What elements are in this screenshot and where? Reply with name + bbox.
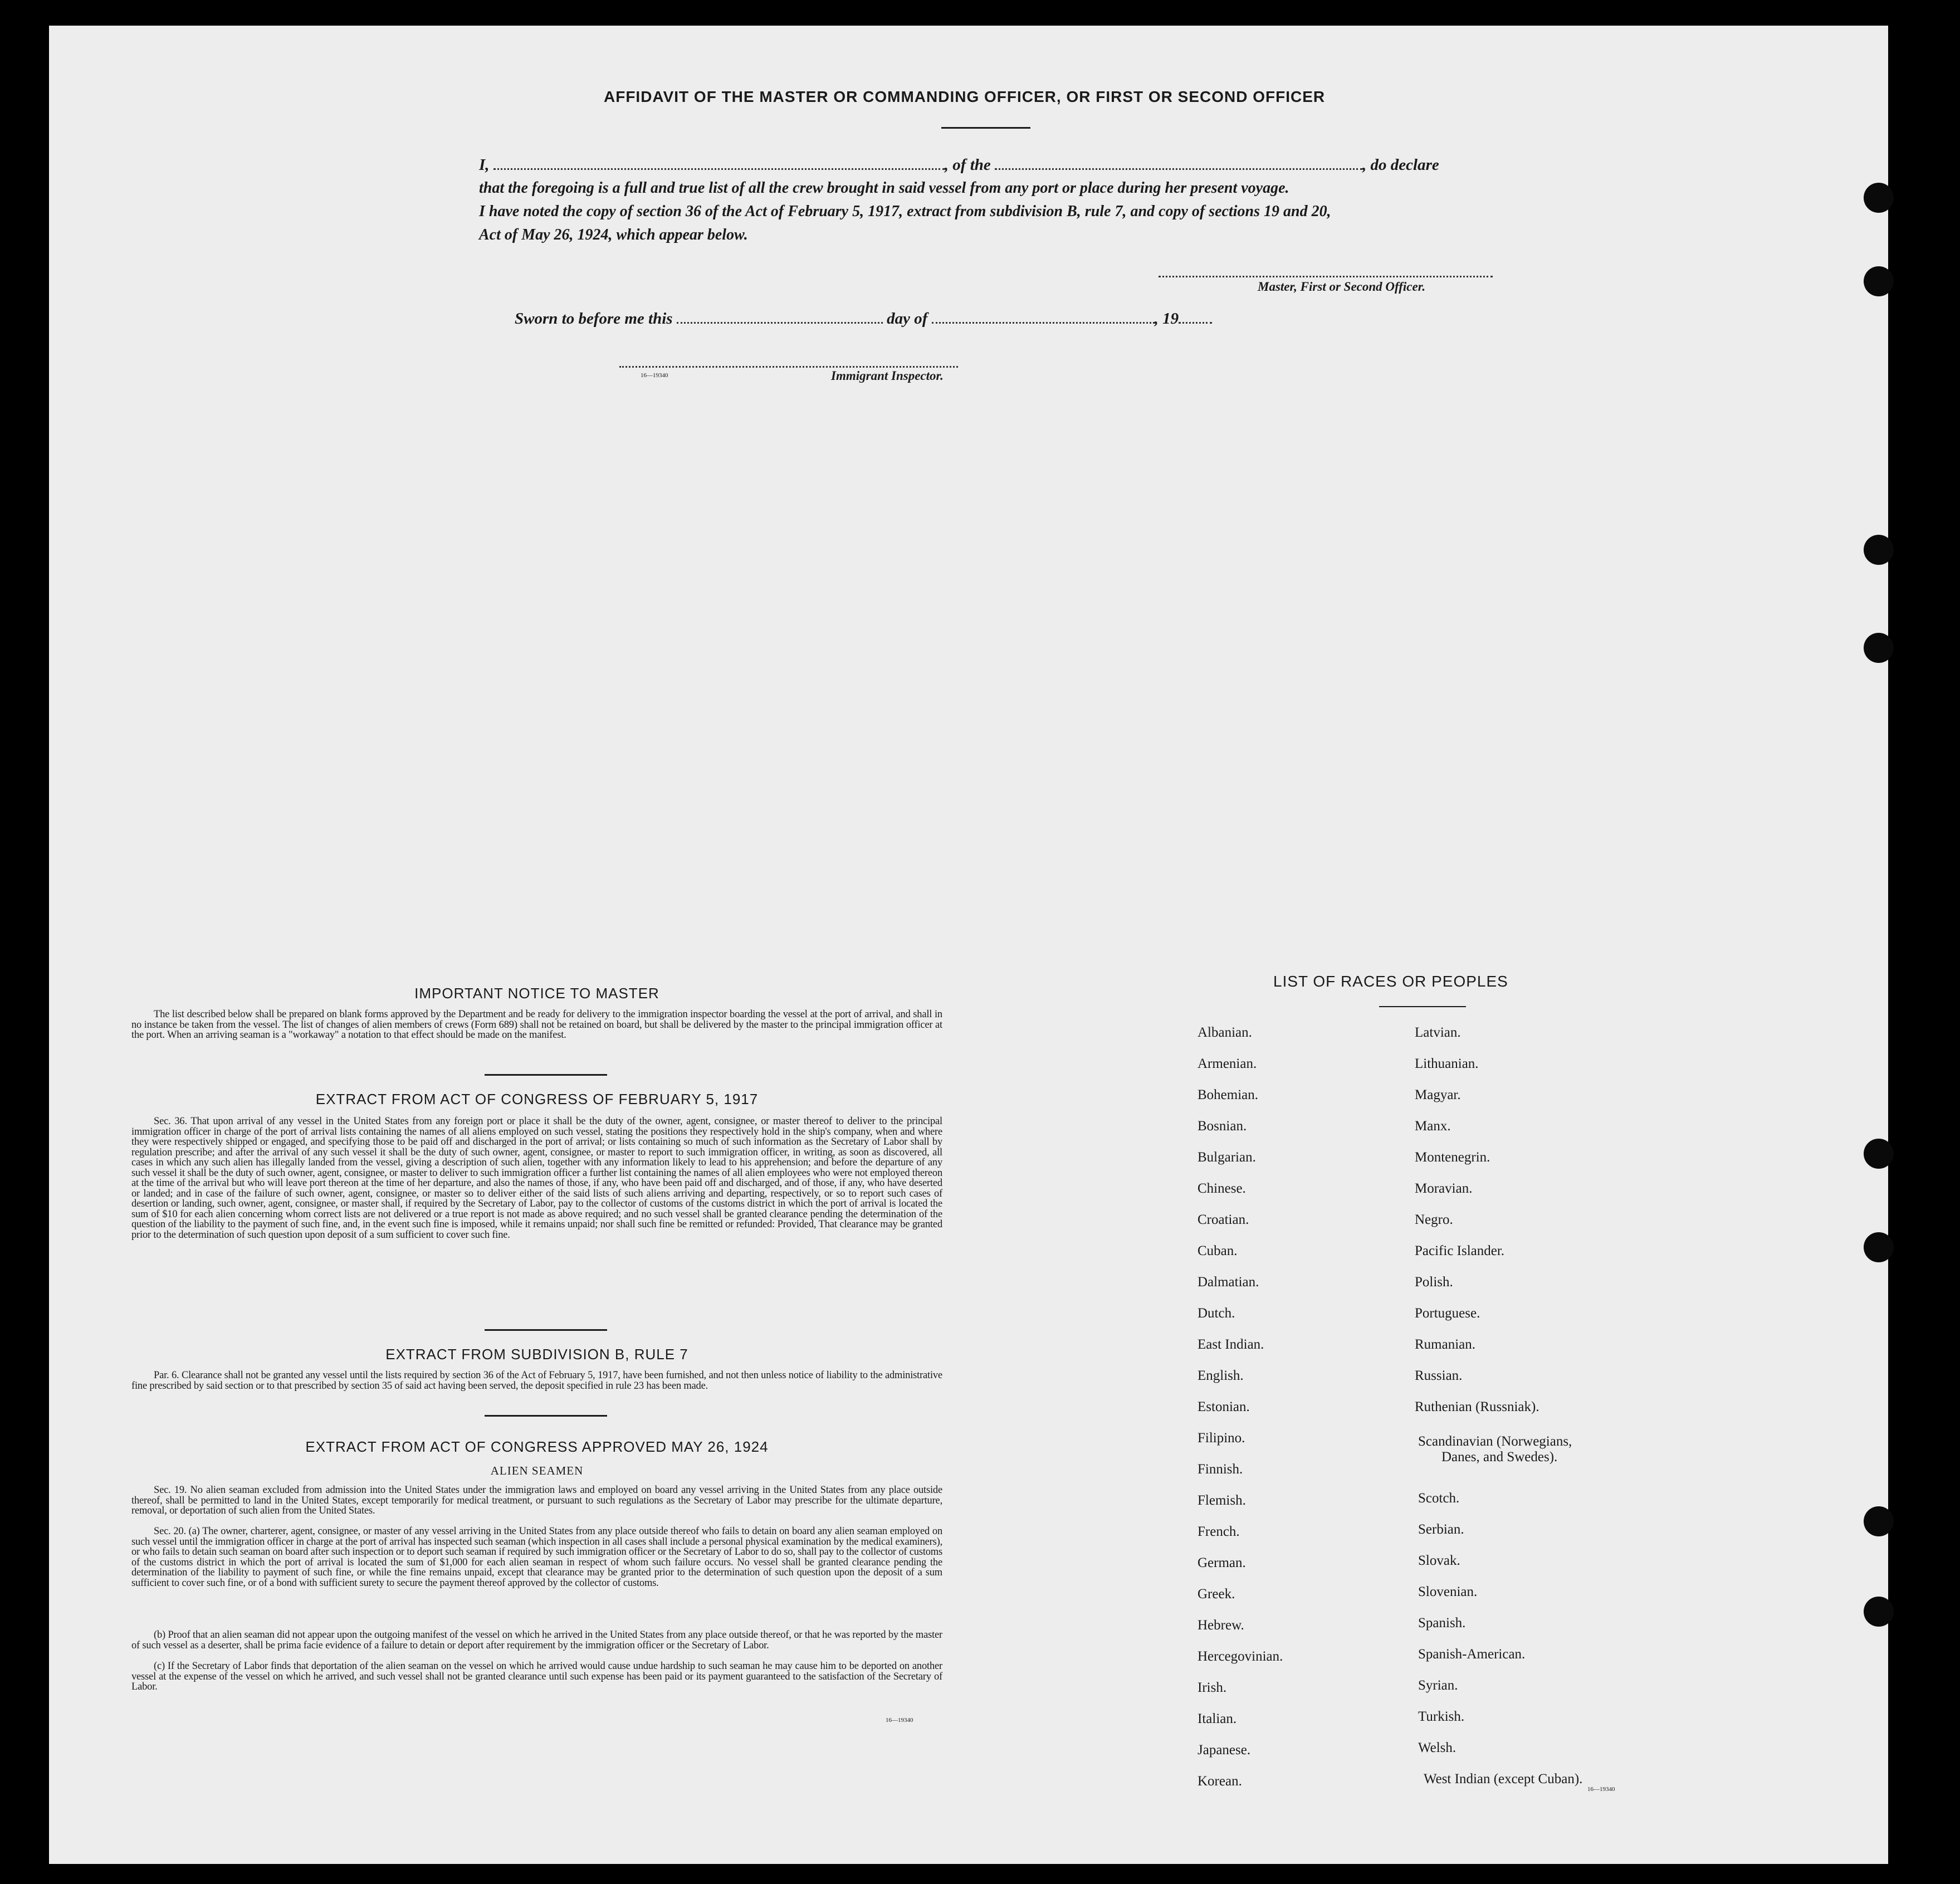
sec19-text: Sec. 19. No alien seaman excluded from admission into the United States under the immigration laws and employed on board any vessel arriving in the United States from any place outside thereof, shall be permitted to land in the United States, except temporarily for medical treatment, or pursuant to such regulations as the Secretary of Labor may prescribe for the ultimate departure, removal, or deportation of such alien from the United States. bbox=[131, 1485, 942, 1516]
race-item: Korean. bbox=[1197, 1774, 1242, 1789]
sworn-label: Sworn to before me this bbox=[515, 310, 673, 328]
extract-1917-text: Sec. 36. That upon arrival of any vessel in the United States from any foreign port or place it shall be the duty of the owner, agent, consignee, or master thereof to deliver to the principal immigration officer in charge of the port of arrival lists containing the names of all aliens employed on such vessel, stating the positions they respectively hold in the ship's company, when and where they were respectively shipped or engaged, and specifying those to be paid off and discharged in the port of arrival; or lists containing so much of such information as the Secretary of Labor shall by regulation prescribe; and after the arrival of any such vessel it shall be the duty of such owner, agent, consignee, or master to report to such immigration officer, in writing, as soon as discovered, all cases in which any such alien has illegally landed from the vessel, giving a description of such alien, together with any information likely to lead to his apprehension; and before the departure of any such vessel it shall be the duty of such owner, agent, consignee, or master to deliver to such immigration officer a further list containing the names of all alien employees who were not employed thereon at the time of the arrival but who will leave port thereon at the time of her departure, and also the names of those, if any, who have been paid off and discharged, and of those, if any, who have deserted or landed; and in case of the failure of such owner, agent, consignee, or master so to deliver either of the said lists of such aliens arriving and departing, respectively, or so to report such cases of desertion or landing, such owner, agent, consignee, or master shall, if required by the Secretary of Labor, pay to the collector of customs of the customs district in which the port of arrival is located the sum of $10 for each alien concerning whom correct lists are not delivered or a true report is not made as above required; and no such vessel shall be granted clearance pending the determination of the question of the liability to the payment of such fine, and, in the event such fine is imposed, while it remains unpaid; nor shall such fine be remitted or refunded: Provided, That clearance may be granted prior to the determination of such question upon deposit of a sum sufficient to cover such fine. bbox=[131, 1116, 942, 1241]
i-label: I, bbox=[479, 156, 490, 174]
punch-hole bbox=[1864, 1232, 1894, 1262]
sworn-month-field[interactable] bbox=[932, 321, 1155, 324]
signature-caption: Master, First or Second Officer. bbox=[1258, 280, 1426, 294]
race-item: Syrian. bbox=[1418, 1678, 1458, 1693]
race-item: Polish. bbox=[1415, 1275, 1453, 1290]
sworn-line bbox=[515, 310, 1212, 328]
race-item: Bosnian. bbox=[1197, 1119, 1247, 1134]
race-item: Irish. bbox=[1197, 1680, 1227, 1695]
punch-hole bbox=[1864, 1597, 1894, 1627]
declaration-line-1: that the foregoing is a full and true list of all the crew brought in said vessel from any port or place during her present voyage. bbox=[479, 179, 1289, 197]
race-item: Cuban. bbox=[1197, 1243, 1238, 1258]
race-item: West Indian (except Cuban). bbox=[1424, 1771, 1583, 1787]
race-item: French. bbox=[1197, 1524, 1240, 1539]
race-item: Dalmatian. bbox=[1197, 1275, 1259, 1290]
race-item: Serbian. bbox=[1418, 1522, 1464, 1537]
race-item: Spanish. bbox=[1418, 1615, 1466, 1631]
punch-hole bbox=[1864, 1139, 1894, 1169]
race-item: Latvian. bbox=[1415, 1025, 1461, 1040]
race-item: Russian. bbox=[1415, 1368, 1463, 1383]
race-item: Hercegovinian. bbox=[1197, 1649, 1283, 1664]
alien-seamen-subtitle: ALIEN SEAMEN bbox=[490, 1464, 584, 1477]
race-item: German. bbox=[1197, 1555, 1246, 1570]
sec20b-text: (b) Proof that an alien seaman did not appear upon the outgoing manifest of the vessel on which he arrived in the United States from any place outside thereof, or that he was reported by the master of such vessel as a deserter, shall be prima facie evidence of a failure to detain or deport after requirement by the immigration officer or the Secretary of Labor. bbox=[131, 1629, 942, 1651]
race-item: Bulgarian. bbox=[1197, 1150, 1256, 1165]
divider bbox=[941, 127, 1030, 129]
race-item: Italian. bbox=[1197, 1711, 1237, 1726]
race-item: Estonian. bbox=[1197, 1399, 1250, 1414]
race-item: Croatian. bbox=[1197, 1212, 1249, 1227]
year-prefix: , 19 bbox=[1154, 310, 1179, 328]
race-item: East Indian. bbox=[1197, 1337, 1264, 1352]
punch-hole bbox=[1864, 633, 1894, 663]
inspector-signature-field[interactable] bbox=[619, 365, 958, 368]
race-item: Bohemian. bbox=[1197, 1087, 1259, 1102]
day-of-label: day of bbox=[887, 310, 928, 328]
race-item: Rumanian. bbox=[1415, 1337, 1476, 1352]
races-title: LIST OF RACES OR PEOPLES bbox=[1273, 973, 1508, 990]
extract-1917-title: EXTRACT FROM ACT OF CONGRESS OF FEBRUARY 5, 1917 bbox=[315, 1091, 759, 1107]
race-item: Slovak. bbox=[1418, 1553, 1460, 1568]
race-item: Armenian. bbox=[1197, 1056, 1257, 1071]
race-item: Montenegrin. bbox=[1415, 1150, 1490, 1165]
race-item: Hebrew. bbox=[1197, 1618, 1244, 1633]
of-the-label: , of the bbox=[944, 156, 991, 174]
race-item: Flemish. bbox=[1197, 1493, 1246, 1508]
race-item: Spanish-American. bbox=[1418, 1647, 1526, 1662]
race-item: Scotch. bbox=[1418, 1491, 1460, 1506]
race-item: Albanian. bbox=[1197, 1025, 1252, 1040]
race-item: English. bbox=[1197, 1368, 1244, 1383]
race-item: Greek. bbox=[1197, 1587, 1235, 1602]
declarant-line bbox=[479, 156, 1439, 174]
divider bbox=[485, 1074, 607, 1076]
race-item: Magyar. bbox=[1415, 1087, 1461, 1102]
form-number: 16—19340 bbox=[641, 372, 668, 379]
sec20c-text: (c) If the Secretary of Labor finds that deportation of the alien seaman on the vessel on which he arrived would cause undue hardship to such seaman he may cause him to be deported on another vessel at the expense of the vessel on which he arrived, and such vessel shall not be granted clearance until such expense has been paid or its payment guaranteed to the satisfaction of the Secretary of Labor. bbox=[131, 1661, 942, 1692]
declaration-line-2: I have noted the copy of section 36 of the Act of February 5, 1917, extract from subdivision B, rule 7, and copy of sections 19 and 20, bbox=[479, 203, 1331, 220]
form-number: 16—19340 bbox=[886, 1717, 913, 1724]
race-item: Finnish. bbox=[1197, 1462, 1243, 1477]
punch-hole bbox=[1864, 266, 1894, 296]
race-item: Pacific Islander. bbox=[1415, 1243, 1505, 1258]
divider bbox=[485, 1415, 607, 1417]
sec20a-text: Sec. 20. (a) The owner, charterer, agent, consignee, or master of any vessel arriving in the United States from any place outside thereof who fails to detain on board any alien seaman employed on such vessel until the immigration officer in charge at the port of arrival has inspected such seaman (which inspection in all cases shall include a personal physical examination by the medical examiners), or who fails to detain such seaman on board after such inspection or to deport such seaman if required by such immigration officer or the Secretary of Labor to do so, shall pay to the collector of customs of the customs district in which the port of arrival is located the sum of $1,000 for each alien seaman in respect of whom such failure occurs. No vessel shall be granted clearance pending the determination of the liability to payment of such fine, or while the fine remains unpaid, except that clearance may be granted prior to the determination of such question upon the deposit of a sum sufficient to cover such fine, or of a bond with sufficient surety to secure the payment thereof approved by the collector of customs. bbox=[131, 1526, 942, 1589]
notice-title: IMPORTANT NOTICE TO MASTER bbox=[414, 985, 659, 1002]
race-item: Scandinavian (Norwegians, bbox=[1418, 1434, 1572, 1449]
form-number: 16—19340 bbox=[1587, 1786, 1615, 1793]
sworn-day-field[interactable] bbox=[677, 321, 883, 324]
race-item: Ruthenian (Russniak). bbox=[1415, 1399, 1539, 1414]
punch-hole bbox=[1864, 535, 1894, 565]
race-item: Chinese. bbox=[1197, 1181, 1246, 1196]
vessel-field[interactable] bbox=[995, 168, 1362, 170]
race-item: Moravian. bbox=[1415, 1181, 1473, 1196]
race-item: Portuguese. bbox=[1415, 1306, 1480, 1321]
race-item: Welsh. bbox=[1418, 1740, 1456, 1755]
notice-text: The list described below shall be prepared on blank forms approved by the Department and be ready for delivery to the immigration inspector boarding the vessel at the port of arrival, and shall in no instance be taken from the vessel. The list of changes of alien members of crews (Form 689) shall not be retained on board, but shall be delivered by the master to the principal immigration officer at the port. When an arriving seaman is a "workaway" a notation to that effect should be made on the manifest. bbox=[131, 1009, 942, 1041]
declaration-line-3: Act of May 26, 1924, which appear below. bbox=[479, 226, 748, 243]
race-item: Danes, and Swedes). bbox=[1441, 1449, 1558, 1465]
race-item: Dutch. bbox=[1197, 1306, 1235, 1321]
race-item: Negro. bbox=[1415, 1212, 1453, 1227]
race-item: Slovenian. bbox=[1418, 1584, 1478, 1599]
divider bbox=[1379, 1006, 1466, 1007]
race-item: Manx. bbox=[1415, 1119, 1451, 1134]
sworn-year-field[interactable] bbox=[1179, 321, 1212, 324]
race-item: Japanese. bbox=[1197, 1743, 1251, 1758]
extract-rule7-text: Par. 6. Clearance shall not be granted any vessel until the lists required by section 36 of the Act of February 5, 1917, have been furnished, and not then unless notice of liability to the administrative fine prescribed by said section or to that prescribed by section 35 of said act having been served, the deposit specified in rule 23 has been made. bbox=[131, 1370, 942, 1392]
extract-1924-title: EXTRACT FROM ACT OF CONGRESS APPROVED MAY 26, 1924 bbox=[305, 1438, 769, 1455]
affidavit-title: AFFIDAVIT OF THE MASTER OR COMMANDING OFFICER, OR FIRST OR SECOND OFFICER bbox=[604, 88, 1326, 105]
punch-hole bbox=[1864, 1506, 1894, 1536]
name-field[interactable] bbox=[493, 168, 945, 170]
extract-rule7-title: EXTRACT FROM SUBDIVISION B, RULE 7 bbox=[385, 1346, 688, 1363]
race-item: Filipino. bbox=[1197, 1431, 1245, 1446]
punch-hole bbox=[1864, 183, 1894, 213]
race-item: Lithuanian. bbox=[1415, 1056, 1479, 1071]
divider bbox=[485, 1329, 607, 1331]
inspector-caption: Immigrant Inspector. bbox=[831, 369, 944, 383]
race-item: Turkish. bbox=[1418, 1709, 1465, 1724]
do-declare-label: , do declare bbox=[1362, 156, 1439, 174]
signature-field[interactable] bbox=[1159, 275, 1493, 277]
